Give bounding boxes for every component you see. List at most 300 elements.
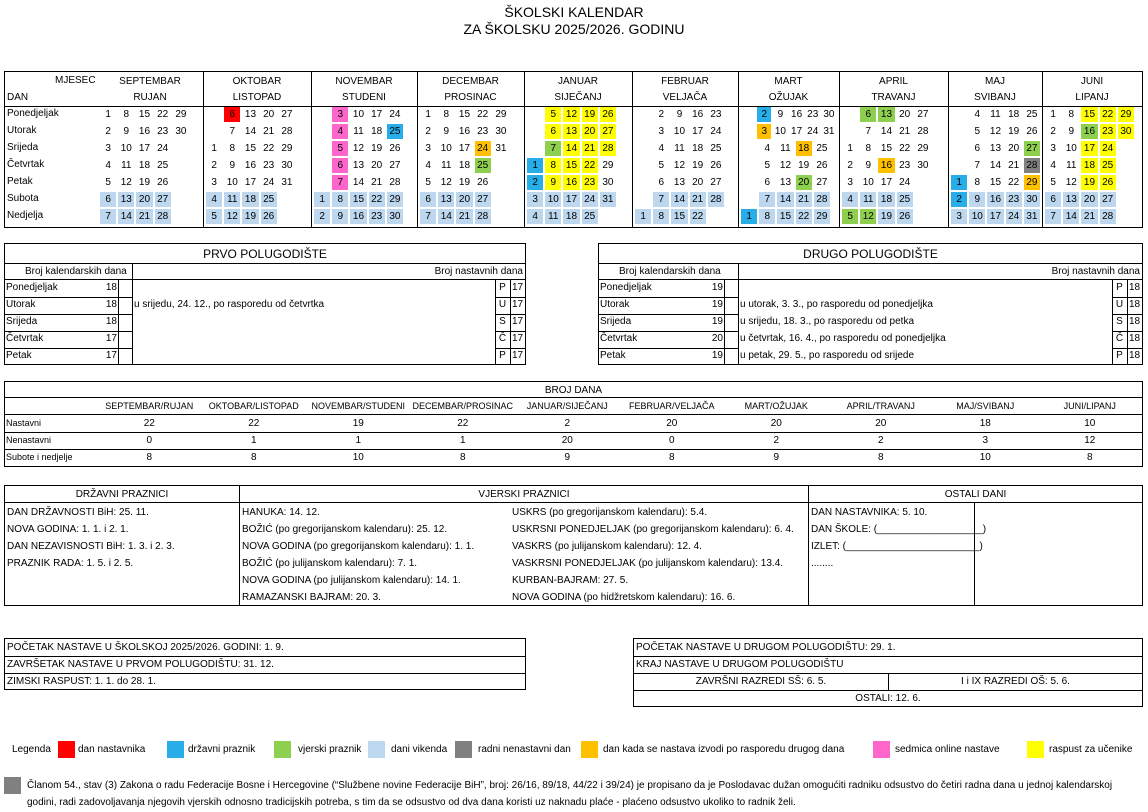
month-alt-name-6: OŽUJAK [768,92,809,103]
day-count-value: 1 [250,435,257,446]
legend-item-label: državni praznik [188,744,256,755]
day-cell: 7 [759,192,775,207]
day-cell: 14 [563,141,579,156]
day-cell: 8 [865,143,872,154]
day-count-value: 19 [352,418,364,429]
semester-title-divider [5,263,525,264]
day-cell: 10 [226,177,238,188]
day-cell: 6 [860,107,876,122]
first-semester-table [4,243,526,365]
other-day: DAN NASTAVNIKA: 5. 10. [811,507,928,518]
day-cell: 10 [1065,143,1077,154]
semester-day: Ponedjeljak [6,282,58,293]
day-cell: 10 [440,143,452,154]
legend-swatch [581,741,598,758]
day-cell: 30 [602,177,614,188]
semester-note: u petak, 29. 5., po rasporedu od srijede [740,350,915,361]
day-cell: 7 [332,175,348,190]
second-semester-dates [633,638,1143,707]
day-cell: 26 [389,143,401,154]
day-cell: 26 [1100,175,1116,190]
day-cell [635,175,651,190]
day-cell [635,158,651,173]
semester-cal-days: 18 [105,316,117,327]
semester-teach-days: 17 [511,350,524,361]
day-cell: 3 [757,124,771,139]
day-count-column: NOVEMBAR/STUDENI [311,401,405,411]
day-count-divider [5,414,1142,415]
page-title [0,4,1148,38]
secondary-final-grades-end: ZAVRŠNI RAZREDI SŠ: 6. 5. [695,676,827,687]
day-cell: 16 [1081,124,1097,139]
day-count-value: 2 [773,435,780,446]
semester-teach-days: 17 [511,299,524,310]
day-cell: 29 [175,109,187,120]
semester-row-line [495,348,525,349]
day-cell: 9 [229,160,236,171]
day-cell: 1 [951,175,967,190]
day-cell: 12 [120,177,132,188]
day-cell: 10 [774,126,786,137]
legend-swatch [368,741,385,758]
day-cell: 11 [353,126,364,137]
day-count-row-label: Nenastavni [6,435,52,445]
religious-holiday: USKRS (po gregorijanskom kalendaru): 5.4. [512,507,708,518]
day-count-column: APRIL/TRAVANJ [846,401,915,411]
day-cell: 4 [206,192,222,207]
semester-row-line [599,297,738,298]
day-cell: 22 [582,158,598,173]
day-cell: 29 [1118,107,1134,122]
semester-day-letter: P [499,282,506,293]
day-cell: 13 [779,177,792,188]
day-cell: 22 [157,109,169,120]
day-cell: 23 [369,209,385,224]
day-cell: 21 [796,192,812,207]
semester-title: DRUGO POLUGODIŠTE [803,247,938,261]
semester-cal-days: 17 [105,350,117,361]
day-cell: 22 [263,143,275,154]
month-alt-name-3: PROSINAC [444,92,497,103]
day-cell: 16 [458,126,471,137]
day-cell: 27 [1100,192,1116,207]
day-cell: 15 [563,158,579,173]
month-alt-name-0: RUJAN [133,92,167,103]
day-count-value: 8 [146,452,153,463]
day-cell: 7 [229,126,236,137]
day-cell: 3 [211,177,217,188]
day-cell: 3 [527,192,543,207]
day-cell: 8 [1068,109,1075,120]
calendar-days-header: Broj kalendarskih dana [25,266,127,277]
day-cell [527,107,543,122]
semester-day: Utorak [6,299,36,310]
day-cell [206,124,222,139]
day-cell: 29 [602,160,614,171]
day-cell: 16 [987,192,1003,207]
semester-col-line [738,264,739,364]
day-cell: 3 [658,126,665,137]
state-holidays-title: DRŽAVNI PRAZNICI [75,489,169,500]
day-cell: 10 [673,126,686,137]
day-count-value: 8 [877,452,884,463]
day-cell: 25 [897,192,913,207]
day-cell: 4 [764,143,771,154]
day-cell: 26 [710,160,722,171]
day-cell: 19 [692,160,704,171]
day-count-value: 9 [773,452,780,463]
day-cell: 12 [1065,177,1077,188]
day-cell: 19 [1008,126,1020,137]
day-cell: 1 [211,143,217,154]
semester-day: Utorak [600,299,630,310]
legend-swatch [873,741,890,758]
footnote-marker [4,777,21,794]
day-cell: 30 [917,160,929,171]
teaching-days-header: Broj nastavnih dana [1051,266,1140,277]
semester-header-divider [599,279,1142,280]
month-name-3: DECEMBAR [442,76,499,87]
second-semester-table [598,243,1143,365]
day-cell: 27 [1024,141,1040,156]
day-cell: 24 [1100,141,1116,156]
day-cell: 1 [425,109,431,120]
religious-holiday: NOVA GODINA (po hidžretskom kalendaru): 16. 6. [512,592,736,603]
day-cell: 18 [138,160,151,171]
day-cell: 25 [1100,158,1116,173]
day-cell: 11 [545,209,561,224]
semester-cal-days: 18 [105,282,117,293]
day-cell: 11 [1066,160,1077,171]
day-cell: 27 [600,124,616,139]
day-cell: 24 [475,141,491,156]
day-count-value: 3 [982,435,989,446]
day-cell: 23 [710,109,722,120]
title-line-2: ZA ŠKOLSKU 2025/2026. GODINU [463,21,685,37]
day-cell: 12 [989,126,1002,137]
state-holiday: PRAZNIK RADA: 1. 5. i 2. 5. [7,558,134,569]
day-cell: 9 [777,109,784,120]
day-cell: 2 [951,192,967,207]
day-cell: 2 [757,107,771,122]
day-cell: 30 [823,109,835,120]
semester-day-letter: S [1116,316,1123,327]
day-cell: 15 [138,109,151,120]
day-cell: 5 [332,141,348,156]
day-cell: 24 [389,109,401,120]
day-cell: 31 [823,126,835,137]
day-cell: 13 [118,192,134,207]
day-cell: 26 [897,209,913,224]
day-count-value: 22 [248,418,260,429]
day-cell: 2 [527,175,543,190]
day-cell: 16 [350,209,366,224]
day-cell [635,192,651,207]
day-cell: 12 [440,177,452,188]
day-cell: 15 [671,209,687,224]
other-days-title: OSTALI DANI [944,489,1007,500]
day-cell: 8 [759,209,775,224]
day-cell: 9 [865,160,872,171]
day-count-value: 9 [564,452,571,463]
day-cell: 12 [352,143,365,154]
day-count-column: JUNI/LIPANJ [1063,401,1116,411]
semester-note: u utorak, 3. 3., po rasporedu od ponedjeljka [740,299,933,310]
day-cell: 14 [244,126,257,137]
day-cell: 14 [352,177,365,188]
semester-day: Četvrtak [6,333,44,344]
second-semester-end: KRAJ NASTAVE U DRUGOM POLUGODIŠTU [636,659,844,670]
day-cell [842,107,858,122]
state-holiday: DAN DRŽAVNOSTI BiH: 25. 11. [7,507,149,518]
day-cell: 11 [224,192,240,207]
semester-col-line [132,264,133,364]
footnote-line-2: godini, radi zadovoljavanja njegovih vjerskih odnosno tradicijskih potreba, s tim da se odsustvo od dva dana koristi uz naknadu plaće - plaćeno odsustvo ukoliko to radnik želi. [27,797,796,808]
school-year-start: POČETAK NASTAVE U ŠKOLSKOJ 2025/2026. GODINI: 1. 9. [7,642,284,653]
day-cell: 17 [458,143,471,154]
day-count-value: 10 [352,452,364,463]
day-cell: 19 [798,160,810,171]
day-cell: 6 [658,177,665,188]
day-count-column: MART/OŽUJAK [744,401,808,411]
legend-swatch [455,741,472,758]
religious-holiday: NOVA GODINA (po gregorijanskom kalendaru): 1. 1. [242,541,475,552]
day-cell: 21 [456,209,472,224]
day-cell: 22 [1008,177,1020,188]
day-cell: 21 [263,126,275,137]
day-cell: 1 [105,109,111,120]
day-label-0: Ponedjeljak [7,108,59,119]
day-cell: 13 [244,109,257,120]
day-cell: 17 [244,177,257,188]
day-cell: 18 [692,143,704,154]
semester-teach-days: 18 [1128,299,1141,310]
day-cell: 16 [244,160,257,171]
day-cell: 24 [263,177,275,188]
day-cell: 5 [974,126,981,137]
semester-cal-days: 19 [711,282,723,293]
day-cell: 29 [917,143,929,154]
month-name-6: MART [774,76,803,87]
day-cell: 17 [371,109,383,120]
day-cell: 19 [458,177,471,188]
day-cell: 20 [371,160,383,171]
day-count-value: 10 [979,452,991,463]
day-cell: 24 [157,143,169,154]
day-cell: 27 [155,192,171,207]
day-cell: 15 [1081,107,1097,122]
day-cell: 31 [281,177,293,188]
day-cell: 18 [563,209,579,224]
semester-day: Petak [6,350,32,361]
day-cell: 26 [477,177,489,188]
semester-day-letter: U [498,299,507,310]
day-cell: 15 [880,143,893,154]
day-count-title: BROJ DANA [544,385,603,396]
day-cell [206,107,222,122]
day-cell: 5 [764,160,771,171]
day-count-column: FEBRUAR/VELJAČA [628,401,715,411]
month-alt-name-9: LIPANJ [1075,92,1109,103]
day-cell: 27 [816,177,828,188]
semester-cal-days: 17 [105,333,117,344]
day-cell: 4 [658,143,665,154]
day-cell: 5 [545,107,561,122]
day-cell: 4 [527,209,543,224]
day-cell: 17 [987,209,1003,224]
day-count-value: 10 [1084,418,1096,429]
day-count-value: 8 [459,452,466,463]
semester-teach-days: 17 [511,316,524,327]
day-cell: 9 [676,109,683,120]
day-cell: 28 [155,209,171,224]
month-alt-name-2: STUDENI [342,92,386,103]
winter-break: ZIMSKI RASPUST: 1. 1. do 28. 1. [7,676,156,687]
state-holiday: NOVA GODINA: 1. 1. i 2. 1. [7,524,129,535]
other-day: DAN ŠKOLE: (___________________) [811,524,987,535]
day-cell: 14 [118,209,134,224]
holidays-table [4,485,1143,606]
day-cell: 15 [350,192,366,207]
day-count-value: 20 [561,435,573,446]
day-cell: 28 [1100,209,1116,224]
day-count-value: 2 [877,435,884,446]
day-cell: 13 [438,192,454,207]
day-cell: 14 [880,126,893,137]
day-cell: 20 [1081,192,1097,207]
month-alt-name-5: VELJAČA [662,92,708,103]
legend-item-label: radni nenastavni dan [478,744,571,755]
day-cell: 17 [692,126,704,137]
day-cell: 9 [1068,126,1075,137]
day-cell: 9 [123,126,130,137]
semester-row-line [1112,348,1142,349]
semester-teach-days: 17 [511,282,524,293]
day-cell: 21 [690,192,706,207]
semester-row-line [495,297,525,298]
semester-note: u srijedu, 24. 12., po rasporedu od četvrtka [134,299,325,310]
day-cell: 11 [121,160,132,171]
semester-row-line [1112,314,1142,315]
day-cell: 3 [425,143,431,154]
day-label-2: Srijeda [7,142,39,153]
day-cell: 9 [443,126,450,137]
day-cell [635,124,651,139]
day-cell: 23 [1006,192,1022,207]
day-cell: 2 [211,160,217,171]
religious-holiday: BOŽIĆ (po julijanskom kalendaru): 7. 1. [242,558,418,569]
day-cell: 23 [477,126,489,137]
day-cell: 4 [332,124,348,139]
day-cell: 3 [105,143,111,154]
day-cell: 28 [917,126,929,137]
day-label-4: Petak [7,176,33,187]
day-count-value: 20 [875,418,887,429]
day-cell: 28 [1024,158,1040,173]
day-axis-label: DAN [7,92,29,103]
day-cell: 30 [387,209,403,224]
day-cell: 8 [332,192,348,207]
day-cell: 6 [100,192,116,207]
day-count-divider [5,449,1142,450]
day-cell: 31 [495,143,507,154]
day-cell: 29 [1024,175,1040,190]
semester-row-line [1112,331,1142,332]
day-cell: 27 [710,177,722,188]
day-cell: 28 [281,126,293,137]
semester-teach-days: 17 [511,333,524,344]
day-cell: 14 [438,209,454,224]
semester-note: u srijedu, 18. 3., po rasporedu od petka [740,316,915,327]
day-cell: 5 [425,177,431,188]
day-cell [741,141,757,156]
religious-holiday: HANUKA: 14. 12. [242,507,320,518]
semester-col-line [724,280,725,364]
semester-row-line [5,348,132,349]
day-cell: 16 [563,175,579,190]
day-cell: 5 [1050,177,1056,188]
day-cell: 18 [878,192,894,207]
day-cell: 23 [263,160,275,171]
semester-note: u četvrtak, 16. 4., po rasporedu od ponedjeljka [740,333,946,344]
day-cell [314,158,330,173]
day-cell: 2 [105,126,111,137]
day-cell: 19 [242,209,258,224]
legend-item-label: dan kada se nastava izvodi po rasporedu drugog dana [603,744,845,755]
semester-row-line [495,314,525,315]
legend-swatch [167,741,184,758]
semester-row-line [495,331,525,332]
day-cell: 3 [847,177,853,188]
day-cell: 2 [314,209,330,224]
semester-day-letter: P [499,350,506,361]
day-cell: 23 [1100,124,1116,139]
religious-holiday: VASKRSNI PONEDJELJAK (po julijanskom kalendaru): 13.4. [512,558,784,569]
day-cell: 25 [582,209,598,224]
month-name-4: JANUAR [557,76,598,87]
day-count-column: OKTOBAR/LISTOPAD [208,401,299,411]
day-cell: 28 [389,177,401,188]
day-cell: 18 [796,141,812,156]
day-cell: 20 [1008,143,1020,154]
day-cell: 30 [1118,124,1134,139]
day-cell: 8 [974,177,981,188]
day-cell: 26 [157,177,169,188]
religious-holiday: VASKRS (po julijanskom kalendaru): 12. 4. [512,541,702,552]
month-name-8: MAJ [985,76,1005,87]
day-count-value: 8 [1086,452,1093,463]
day-count-row-label: Nastavni [6,418,42,428]
semester-col-line [118,280,119,364]
day-cell: 24 [807,126,819,137]
day-cell: 23 [899,160,911,171]
day-count-value: 1 [355,435,362,446]
day-cell: 21 [371,177,383,188]
day-cell [314,175,330,190]
day-count-column: DECEMBAR/PROSINAC [412,401,514,411]
day-cell: 24 [899,177,911,188]
religious-holiday: NOVA GODINA (po julijanskom kalendaru): 14. 1. [242,575,461,586]
day-cell: 3 [332,107,348,122]
day-cell: 3 [1050,143,1056,154]
day-cell: 25 [261,192,277,207]
day-cell: 2 [1050,126,1056,137]
day-cell: 31 [600,192,616,207]
day-cell: 27 [389,160,401,171]
day-cell: 8 [229,143,236,154]
footnote-line-1: Članom 54., stav (3) Zakona o radu Federacije Bosne i Hercegovine (“Službene novine Federacije BiH”, broj: 26/16, 89/18, 44/22 i 39/24) je propisano da je Poslodavac dužan omogućiti radniku odsustvo do četiri radna dana u jednoj kalendarskoj [27,780,1113,791]
day-cell: 5 [206,209,222,224]
